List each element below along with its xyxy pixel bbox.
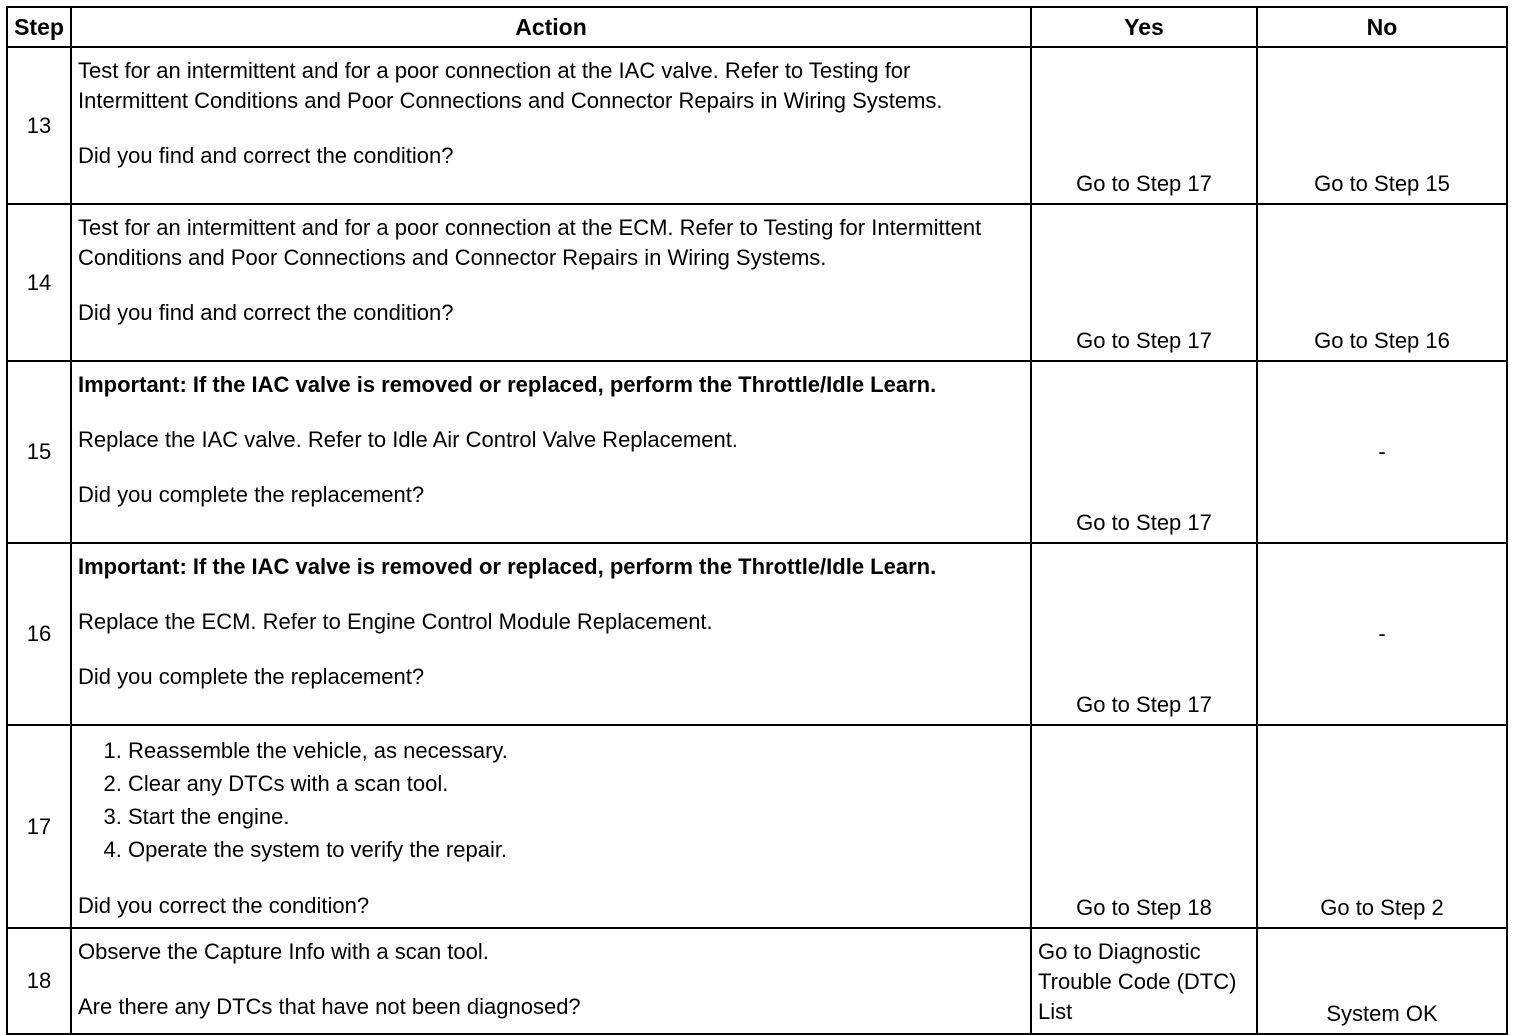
step-number: 16 — [7, 543, 71, 725]
action-cell — [71, 725, 1031, 928]
table-row — [7, 725, 1507, 928]
step-number: 17 — [7, 725, 71, 928]
no-result: System OK — [1326, 1001, 1438, 1026]
header-no: No — [1257, 7, 1507, 47]
action-text: Replace the ECM. Refer to Engine Control Module Replacement. — [78, 609, 713, 634]
yes-result: Go to Step 17 — [1076, 171, 1212, 196]
yes-result: Go to Step 17 — [1076, 692, 1212, 717]
step-number: 15 — [7, 361, 71, 543]
action-question: Did you find and correct the condition? — [78, 143, 454, 168]
table-row — [7, 47, 1507, 204]
list-item: 1. Reassemble the vehicle, as necessary. — [128, 734, 1022, 767]
action-cell — [71, 47, 1031, 204]
no-result: - — [1378, 621, 1386, 646]
header-row — [7, 7, 1507, 47]
step-number: 18 — [7, 928, 71, 1034]
yes-cell — [1031, 725, 1257, 928]
list-item: 3. Start the engine. — [128, 800, 1022, 833]
step-number: 14 — [7, 204, 71, 361]
diagnostic-table — [6, 6, 1508, 1035]
action-cell — [71, 543, 1031, 725]
no-cell — [1257, 204, 1507, 361]
table-row — [7, 928, 1507, 1034]
yes-result: Go to Step 17 — [1076, 328, 1212, 353]
action-question: Did you complete the replacement? — [78, 664, 425, 689]
yes-cell — [1031, 543, 1257, 725]
action-text: Replace the IAC valve. Refer to Idle Air Control Valve Replacement. — [78, 427, 738, 452]
no-cell — [1257, 725, 1507, 928]
action-question: Did you find and correct the condition? — [78, 300, 454, 325]
important-note: Important: If the IAC valve is removed or replaced, perform the Throttle/Idle Learn. — [78, 554, 937, 579]
yes-cell — [1031, 361, 1257, 543]
yes-cell — [1031, 47, 1257, 204]
table-row — [7, 543, 1507, 725]
yes-result: Go to Step 18 — [1076, 895, 1212, 920]
action-question: Did you correct the condition? — [78, 893, 370, 918]
no-cell — [1257, 361, 1507, 543]
step-number: 13 — [7, 47, 71, 204]
action-cell — [71, 928, 1031, 1034]
yes-result: Go to Step 17 — [1076, 510, 1212, 535]
action-text: Observe the Capture Info with a scan tool. — [78, 939, 489, 964]
header-action: Action — [71, 7, 1031, 47]
table-row — [7, 204, 1507, 361]
action-question: Are there any DTCs that have not been diagnosed? — [78, 994, 581, 1019]
header-step: Step — [7, 7, 71, 47]
list-item: 4. Operate the system to verify the repair. — [128, 833, 1022, 866]
important-note: Important: If the IAC valve is removed or replaced, perform the Throttle/Idle Learn. — [78, 372, 937, 397]
action-text: Test for an intermittent and for a poor connection at the ECM. Refer to Testing for Intermittent Conditions and Poor Connections and Connector Repairs in Wiring Systems. — [78, 215, 982, 270]
action-question: Did you complete the replacement? — [78, 482, 425, 507]
no-result: Go to Step 2 — [1320, 895, 1444, 920]
no-result: Go to Step 15 — [1314, 171, 1450, 196]
no-cell — [1257, 928, 1507, 1034]
yes-cell: Go to Diagnostic Trouble Code (DTC) List — [1031, 928, 1257, 1034]
procedure-list — [78, 734, 1022, 866]
header-yes: Yes — [1031, 7, 1257, 47]
list-item: 2. Clear any DTCs with a scan tool. — [128, 767, 1022, 800]
action-text: Test for an intermittent and for a poor connection at the IAC valve. Refer to Testing for Intermittent Conditions and Poor Connections and Connector Repairs in Wiring Systems. — [78, 58, 943, 113]
action-cell — [71, 361, 1031, 543]
no-cell — [1257, 543, 1507, 725]
no-result: Go to Step 16 — [1314, 328, 1450, 353]
yes-cell — [1031, 204, 1257, 361]
table-row — [7, 361, 1507, 543]
action-cell — [71, 204, 1031, 361]
no-cell — [1257, 47, 1507, 204]
no-result: - — [1378, 439, 1386, 464]
